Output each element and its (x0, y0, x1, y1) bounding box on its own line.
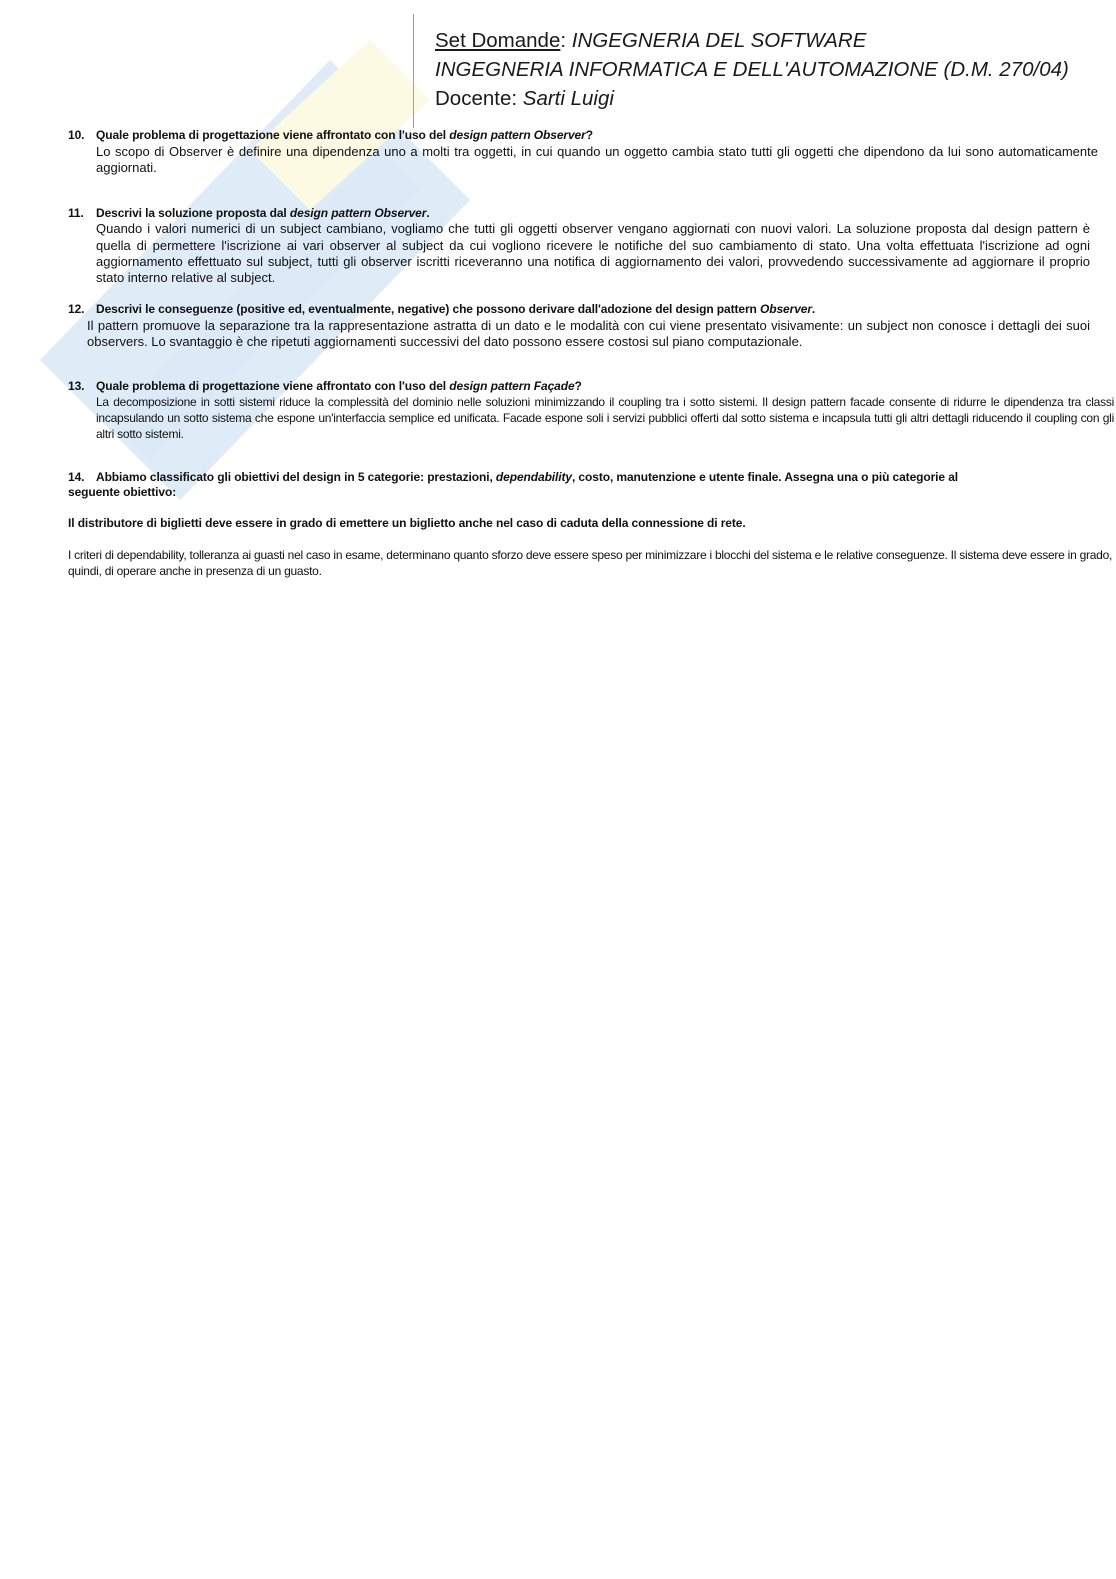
question-12 (68, 302, 1098, 350)
answer-text: Quando i valori numerici di un subject cambiano, vogliamo che tutti gli oggetti observer vengano aggiornati con nuovi valori. La soluzione proposta dal design pattern è quella di permettere l'iscrizione ai vari observer al subject da cui vogliono ricevere le notifiche del suo cambiamento di stato. Una volta effettuata l'iscrizione ad ogni aggiornamento effettuato sul subject, tutti gli observer iscritti riceveranno una notifica di aggiornamento dei valori, provvedendo successivamente ad aggiornare il proprio stato interno relative al subject. (96, 221, 1090, 286)
header-divider (413, 14, 414, 128)
question-emphasis: Observer (760, 302, 812, 317)
question-emphasis: design pattern Façade (449, 378, 575, 393)
set-colon: : (560, 29, 567, 52)
question-text: Quale problema di progettazione viene affrontato con l'uso del (96, 378, 450, 393)
set-label: Set Domande (435, 29, 561, 52)
question-number: 13. (68, 378, 85, 393)
header-line-3 (435, 84, 1069, 113)
question-number: 10. (68, 128, 85, 142)
question-end: , costo, manutenzione e utente finale. Assegna una o più categorie al seguente obiettivo: (68, 469, 959, 499)
answer-text: La decomposizione in sotti sistemi riduce la complessità del dominio nelle soluzioni minimizzando il coupling tra i sotto sistemi. Il design pattern facade consente di ridurre le dipendenza tra classi incapsulando un sotto sistema che espone un'interfaccia semplice ed unificata. Facade espone soli i servizi pubblici offerti dal sotto sistema e incapsula tutti gli altri dettagli riducendo il coupling con gli altri sotto sistemi. (96, 394, 1114, 441)
degree-name: INGEGNERIA INFORMATICA E DELL'AUTOMAZIONE (D.M. 270/04) (435, 58, 1069, 81)
question-text: Quale problema di progettazione viene affrontato con l'uso del (96, 128, 450, 142)
question-end: ? (585, 128, 593, 142)
question-number: 11. (68, 206, 84, 221)
question-title (68, 379, 1098, 394)
question-14 (68, 469, 1113, 579)
question-text: Descrivi le conseguenze (positive ed, eventualmente, negative) che possono derivare dall'adozione del design pattern (96, 302, 761, 317)
header-line-1 (435, 26, 1069, 55)
question-end: . (426, 206, 430, 221)
question-end: . (811, 302, 816, 317)
course-name: INGEGNERIA DEL SOFTWARE (571, 29, 867, 52)
answer-text: I criteri di dependability, tolleranza ai guasti nel caso in esame, determinano quanto sforzo deve essere speso per minimizzare i blocchi del sistema e le relative conseguenze. Il sistema deve essere in grado, quindi, di operare anche in presenza di un guasto. (68, 547, 1113, 578)
question-10 (68, 128, 1098, 176)
question-title (68, 128, 1098, 143)
teacher-label: Docente: (435, 87, 518, 110)
question-emphasis: design pattern Observer (289, 206, 427, 221)
question-title (68, 302, 1098, 317)
question-title (68, 206, 1098, 221)
question-number: 12. (68, 302, 85, 317)
question-text: Descrivi la soluzione proposta dal (96, 206, 290, 221)
questions-list (68, 128, 1114, 579)
question-emphasis: dependability (495, 469, 572, 484)
question-text: Abbiamo classificato gli obiettivi del design in 5 categorie: prestazioni, (96, 469, 496, 484)
question-emphasis: design pattern Observer (449, 128, 586, 142)
objective-text: Il distributore di biglietti deve essere in grado di emettere un biglietto anche nel caso di caduta della connessione di rete. (68, 515, 746, 530)
header-line-2 (435, 55, 1069, 84)
document-header (435, 26, 1069, 113)
teacher-name: Sarti Luigi (522, 87, 614, 110)
question-11 (68, 206, 1098, 286)
question-13 (68, 378, 1114, 442)
question-end: ? (574, 378, 582, 393)
answer-text: Il pattern promuove la separazione tra la rappresentazione astratta di un dato e le modalità con cui viene presentato visivamente: un subject non conosce i dettagli dei suoi observers. Lo svantaggio è che ripetuti aggiornamenti successivi del dato possono essere costosi sul piano computazionale. (87, 318, 1090, 350)
question-title (68, 470, 1098, 500)
question-number: 14. (68, 469, 85, 484)
answer-text: Lo scopo di Observer è definire una dipendenza uno a molti tra oggetti, in cui quando un oggetto cambia stato tutti gli oggetti che dipendono da lui sono automaticamente aggiornati. (96, 144, 1098, 176)
